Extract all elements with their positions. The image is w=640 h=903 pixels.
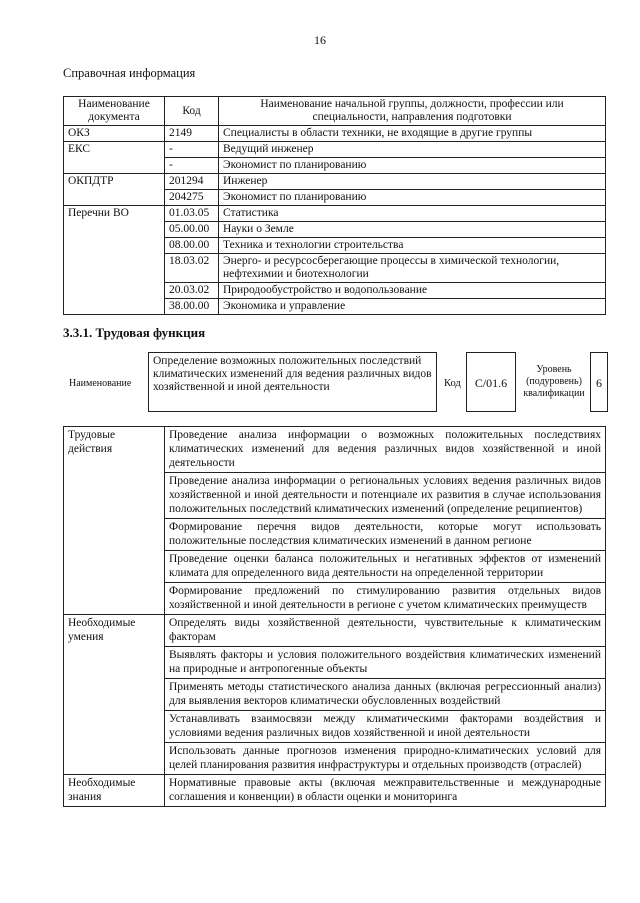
code-cell: 05.00.00 — [165, 222, 219, 238]
code-cell: - — [165, 142, 219, 158]
header-name: Наименование начальной группы, должности, профессии или специальности, направления подготовки — [219, 97, 606, 126]
name-cell: Статистика — [219, 206, 606, 222]
function-code: C/01.6 — [466, 352, 516, 412]
function-table — [63, 426, 606, 807]
knowledge-item: Нормативные правовые акты (включая межправительственные и международные соглашения и конвенции) в области оценки и мониторинга — [165, 775, 606, 807]
qualification-level: 6 — [590, 352, 608, 412]
code-cell: 201294 — [165, 174, 219, 190]
code-cell: 2149 — [165, 126, 219, 142]
skills-label: Необходимые умения — [64, 615, 165, 775]
skill-item: Выявлять факторы и условия положительного воздействия климатических изменений на природные и антропогенные объекты — [165, 647, 606, 679]
reference-header-row — [64, 97, 606, 126]
skill-item: Определять виды хозяйственной деятельности, чувствительные к климатическим факторам — [165, 615, 606, 647]
skill-item: Устанавливать взаимосвязи между климатическими факторами воздействия и условиями ведения различных видов хозяйственной и иной деятельности — [165, 711, 606, 743]
reference-heading: Справочная информация — [63, 66, 196, 80]
code-cell: 18.03.02 — [165, 254, 219, 283]
code-cell: 01.03.05 — [165, 206, 219, 222]
doc-cell: ОКПДТР — [64, 174, 165, 206]
doc-cell: ЕКС — [64, 142, 165, 174]
code-cell: 204275 — [165, 190, 219, 206]
table-row — [64, 206, 606, 222]
name-cell: Инженер — [219, 174, 606, 190]
name-cell: Природообустройство и водопользование — [219, 283, 606, 299]
name-cell: Специалисты в области техники, не входящие в другие группы — [219, 126, 606, 142]
name-cell: Техника и технологии строительства — [219, 238, 606, 254]
action-item: Проведение анализа информации о возможных положительных последствиях климатических изменений для ведения различных видов хозяйственной и иной деятельности — [165, 427, 606, 473]
skill-item: Использовать данные прогнозов изменения природно-климатических условий для целей планирования развития инфраструктуры и отдельных производств (отраслей) — [165, 743, 606, 775]
function-name: Определение возможных положительных последствий климатических изменений для ведения различных видов хозяйственной и иной деятельности — [148, 352, 437, 412]
name-cell: Науки о Земле — [219, 222, 606, 238]
doc-cell: ОКЗ — [64, 126, 165, 142]
code-cell: 38.00.00 — [165, 299, 219, 315]
reference-table — [63, 96, 606, 315]
code-cell: - — [165, 158, 219, 174]
knowledge-label: Необходимые знания — [64, 775, 165, 807]
table-row — [64, 615, 606, 647]
doc-cell: Перечни ВО — [64, 206, 165, 315]
function-header — [63, 352, 608, 414]
table-row — [64, 427, 606, 473]
page-number: 16 — [314, 33, 326, 47]
code-label: Код — [444, 378, 461, 389]
header-code: Код — [165, 97, 219, 126]
name-cell: Экономист по планированию — [219, 190, 606, 206]
level-label: Уровень (подуровень) квалификации — [523, 364, 585, 399]
action-item: Формирование перечня видов деятельности, которые могут использовать положительные последствия климатических изменений в данном регионе — [165, 519, 606, 551]
name-cell: Экономист по планированию — [219, 158, 606, 174]
action-item: Проведение анализа информации о региональных условиях ведения различных видов хозяйственной и иной деятельности и потенциале их развития в случае использования положительных последствий климатических изменений (определение реципиентов) — [165, 473, 606, 519]
name-label: Наименование — [69, 378, 132, 389]
table-row — [64, 126, 606, 142]
code-cell: 20.03.02 — [165, 283, 219, 299]
header-document: Наименование документа — [64, 97, 165, 126]
table-row — [64, 174, 606, 190]
section-title: 3.3.1. Трудовая функция — [63, 325, 206, 340]
table-row — [64, 142, 606, 158]
action-item: Проведение оценки баланса положительных и негативных эффектов от изменений климата для определенного вида деятельности на определенной территории — [165, 551, 606, 583]
action-item: Формирование предложений по стимулированию развития отдельных видов хозяйственной и иной деятельности в регионе с учетом климатических преимуществ — [165, 583, 606, 615]
name-cell: Экономика и управление — [219, 299, 606, 315]
table-row — [64, 775, 606, 807]
actions-label: Трудовые действия — [64, 427, 165, 615]
name-cell: Энерго- и ресурсосберегающие процессы в химической технологии, нефтехимии и биотехнологии — [219, 254, 606, 283]
skill-item: Применять методы статистического анализа данных (включая регрессионный анализ) для выявления векторов климатически обусловленных воздействий — [165, 679, 606, 711]
code-cell: 08.00.00 — [165, 238, 219, 254]
name-cell: Ведущий инженер — [219, 142, 606, 158]
